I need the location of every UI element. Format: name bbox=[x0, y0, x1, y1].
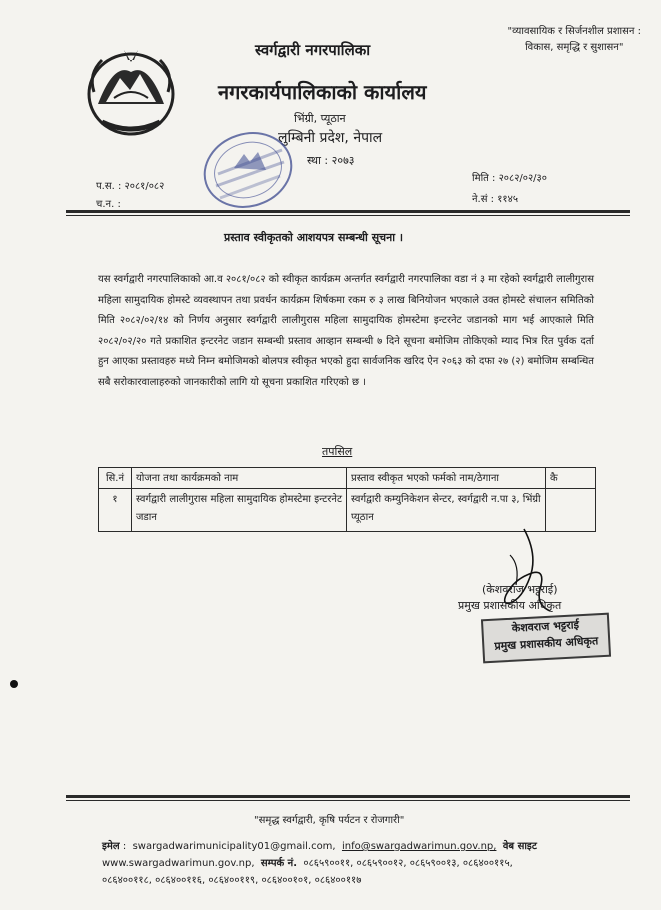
nepal-samvat-value: ११४५ bbox=[497, 194, 519, 205]
column-header-remarks: कै bbox=[546, 468, 596, 489]
email-primary-link[interactable]: swargadwarimunicipality01@gmail.com, bbox=[132, 841, 336, 852]
letter-number-value: २०८१/०८२ bbox=[124, 181, 165, 192]
website-label: वेब साइट bbox=[502, 841, 537, 852]
signatory-name: (केशवराज भट्टराई) bbox=[482, 583, 558, 596]
office-location: भिंग्री, प्यूठान bbox=[294, 112, 346, 125]
footer-slogan: "समृद्ध स्वर्गद्वारी, कृषि पर्यटन र रोजगारी" bbox=[254, 815, 405, 826]
header-slogan bbox=[508, 24, 641, 56]
cell-sn: १ bbox=[99, 489, 132, 532]
signatory-designation: प्रमुख प्रशासकीय अधिकृत bbox=[458, 599, 562, 612]
phone-label: सम्पर्क नं. bbox=[260, 858, 298, 869]
website-link[interactable]: www.swargadwarimun.gov.np, bbox=[102, 858, 255, 869]
contact-line-1: इमेल : swargadwarimunicipality01@gmail.com, info@swargadwarimun.gov.np, वेब साइट bbox=[102, 841, 537, 852]
schedule-table bbox=[98, 467, 596, 532]
column-header-program: योजना तथा कार्यक्रमको नाम bbox=[132, 468, 347, 489]
letter-number: प.स. : २०८१/०८२ bbox=[96, 181, 165, 192]
signatory-seal bbox=[481, 613, 611, 664]
nepal-samvat-label: ने.सं bbox=[472, 194, 488, 205]
letter-number-label: प.स. bbox=[96, 181, 115, 192]
contact-info bbox=[102, 838, 600, 889]
nepal-emblem-icon bbox=[84, 42, 178, 138]
nepal-samvat: ने.सं : ११४५ bbox=[472, 194, 519, 205]
punch-hole-mark bbox=[10, 680, 18, 688]
header-slogan-line-2: विकास, समृद्धि र सुशासन" bbox=[525, 42, 624, 53]
phone-numbers-line-1: ०८६५९००११, ०८६५९००१२, ०८६५९००१३, ०८६४००११५, bbox=[303, 858, 513, 869]
footer-divider bbox=[66, 795, 630, 798]
letter-date: मिति : २०८२/०२/३० bbox=[472, 173, 547, 184]
contact-line-2 bbox=[102, 855, 600, 872]
office-stamp bbox=[188, 128, 310, 218]
cell-firm: स्वर्गद्वारी कम्युनिकेशन सेन्टर, स्वर्गद्वारी न.पा ३, भिंग्री प्यूठान bbox=[347, 489, 546, 532]
office-name: नगरकार्यपालिकाको कार्यालय bbox=[218, 80, 427, 104]
notice-body: यस स्वर्गद्वारी नगरपालिकाको आ.व २०८१/०८२ को स्वीकृत कार्यक्रम अन्तर्गत स्वर्गद्वारी नगरपालिका वडा नं ३ मा रहेको स्वर्गद्वारी लालीगुरास महिला सामुदायिक होमस्टे व्यवस्थापन तथा प्रवर्धन कार्यक्रम शिर्षकमा रकम रु ३ लाख बिनियोजन भएकाले उक्त होमस्टे संचालन समितिको मिति २०८२/०२/१४ को निर्णय अनुसार स्वर्गद्वारी लालीगुरास महिला सामुदायिक होमस्टेमा इन्टरनेट जडानको माग भई आएकाले मिति २०८२/०२/२० गते प्रकाशित इन्टरनेट जडान सम्बन्धी प्रस्ताव आव्हान सम्बन्धी ७ दिने सूचना बमोजिम तोकिएको म्याद भित्र रित पुर्वक दर्ता हुन आएका प्रस्तावहरु मध्ये निम्न बमोजिमको बोलपत्र स्वीकृत भएको हुदा सार्वजनिक खरिद ऐन २०६३ को दफा २७ (२) बमोजिम सम्बन्धित सबै सरोकारवालाहरुको जानकारीको लागि यो सूचना प्रकाशित गरिएको छ । bbox=[98, 274, 594, 388]
seal-designation: प्रमुख प्रशासकीय अधिकृत bbox=[494, 634, 599, 653]
notice-subject: प्रस्ताव स्वीकृतको आशयपत्र सम्बन्धी सूचना । bbox=[224, 231, 404, 244]
seal-name: केशवराज भट्टराई bbox=[511, 618, 580, 635]
dispatch-number: च.न. : bbox=[96, 199, 121, 210]
contact-line-3 bbox=[102, 872, 600, 889]
header-divider-thin bbox=[66, 215, 630, 216]
municipality-name: स्वर्गद्वारी नगरपालिका bbox=[255, 41, 371, 59]
email-secondary-link[interactable]: info@swargadwarimun.gov.np, bbox=[341, 841, 497, 852]
footer-divider-thin bbox=[66, 800, 630, 801]
schedule-title: तपसिल bbox=[322, 445, 353, 458]
column-header-firm: प्रस्ताव स्वीकृत भएको फर्मको नाम/ठेगाना bbox=[347, 468, 546, 489]
phone-numbers-line-2: ०८६४००११८, ०८६४००११६, ०८६४००११९, ०८६४००१०१, ०८६४००११७ bbox=[102, 875, 362, 886]
email-label: इमेल bbox=[102, 841, 120, 852]
schedule-header-row bbox=[99, 468, 596, 489]
established-year: स्था : २०७३ bbox=[307, 154, 355, 167]
header-slogan-line-1: "व्यावसायिक र सिर्जनशील प्रशासन : bbox=[507, 26, 641, 37]
dispatch-number-label: च.न. bbox=[96, 199, 115, 210]
letter-date-value: २०८२/०२/३० bbox=[498, 173, 547, 184]
column-header-sn: सि.नं bbox=[99, 468, 132, 489]
header-divider bbox=[66, 210, 630, 213]
cell-program: स्वर्गद्वारी लालीगुरास महिला सामुदायिक होमस्टेमा इन्टरनेट जडान bbox=[132, 489, 347, 532]
office-province: लुम्बिनी प्रदेश, नेपाल bbox=[278, 130, 383, 146]
letter-date-label: मिति bbox=[472, 173, 489, 184]
